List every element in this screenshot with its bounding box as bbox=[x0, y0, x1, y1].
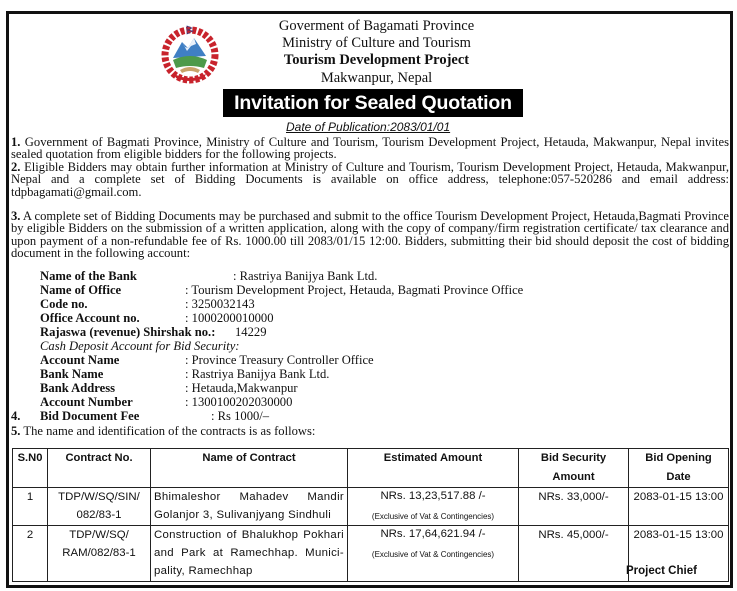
paragraph-text: Eligible Bidders may obtain further information at Ministry of Culture and Tourism, Tourism Development Project, Hetauda, Makwanpur, Nepal and a complete set of Bidding Documents is available on office address, telephone:057-520286 and email address: tdpbagamati@gmail.com. bbox=[11, 160, 729, 199]
header-bid-security: Bid Security Amount bbox=[519, 449, 629, 488]
table-row bbox=[13, 526, 729, 582]
account-name-label: Account Name bbox=[40, 353, 120, 367]
publication-date: Date of Publication:2083/01/01 bbox=[286, 120, 451, 134]
office-name-label: Name of Office bbox=[40, 283, 122, 297]
header-contract-name: Name of Contract bbox=[151, 449, 348, 488]
paragraph-1 bbox=[11, 136, 729, 161]
amount-value: NRs. 13,23,517.88 /- bbox=[380, 490, 486, 502]
cell-sn: 1 bbox=[13, 488, 48, 526]
office-name-value: : Tourism Development Project, Hetauda, Bagmati Province Office bbox=[185, 283, 524, 297]
contracts-intro bbox=[11, 425, 729, 437]
table-row bbox=[13, 488, 729, 526]
paragraph-text: The name and identification of the contracts is as follows: bbox=[23, 424, 316, 438]
bank-name-label: Name of the Bank bbox=[40, 269, 137, 283]
rajaswa-value: 14229 bbox=[235, 325, 267, 339]
account-number-value: : 1300100202030000 bbox=[185, 395, 293, 409]
code-label: Code no. bbox=[40, 297, 88, 311]
project-name: Tourism Development Project bbox=[283, 52, 470, 68]
office-account-value: : 1000200010000 bbox=[185, 311, 274, 325]
paragraph-text: A complete set of Bidding Documents may be purchased and submit to the office Tourism Development Project, Hetauda,Bagmati Province by eligible Bidders on the submission of a written application, along with the copy of company/firm registration certificate/ tax clearance and upon payment of a non-refundable fee of Rs. 1000.00 till 2083/01/15 12:00. Bidders, submitting their bid should deposit the cost of bidding document in the following account: bbox=[11, 209, 729, 261]
paragraph-number: 2. bbox=[11, 160, 21, 174]
cell-contract-name: Construction of Bhalukhop Pokhari and Park at Ramechhap. Munici-pality, Ramechhap bbox=[151, 526, 348, 582]
header-contract-no: Contract No. bbox=[48, 449, 151, 488]
fee-number: 4. bbox=[11, 409, 21, 423]
cell-sn: 2 bbox=[13, 526, 48, 582]
contract-no-part2: RAM/082/83-1 bbox=[62, 547, 136, 559]
cell-bid-opening: 2083-01-15 13:00 bbox=[629, 526, 729, 582]
ministry-name: Ministry of Culture and Tourism bbox=[282, 35, 471, 51]
location: Makwanpur, Nepal bbox=[320, 70, 433, 86]
table-header-row bbox=[13, 449, 729, 488]
account-name-value: : Province Treasury Controller Office bbox=[185, 353, 374, 367]
contract-no-part1: TDP/W/SQ/ bbox=[69, 529, 129, 541]
bank-address-label: Bank Address bbox=[40, 381, 116, 395]
account-number-label: Account Number bbox=[40, 395, 133, 409]
header-bid-opening: Bid Opening Date bbox=[629, 449, 729, 488]
notice-title: Invitation for Sealed Quotation bbox=[223, 89, 523, 117]
security-bank-label: Bank Name bbox=[40, 367, 104, 381]
bank-address-value: : Hetauda,Makwanpur bbox=[185, 381, 298, 395]
government-name: Goverment of Bagamati Province bbox=[278, 18, 475, 34]
contract-no-part2: 082/83-1 bbox=[76, 509, 122, 521]
office-account-label: Office Account no. bbox=[40, 311, 140, 325]
cell-estimated-amount bbox=[348, 526, 519, 582]
cell-bid-security: NRs. 45,000/- bbox=[519, 526, 629, 582]
paragraph-2 bbox=[11, 161, 729, 198]
contracts-table bbox=[12, 448, 729, 582]
header-estimated-amount: Estimated Amount bbox=[348, 449, 519, 488]
bank-name-value: : Rastriya Banijya Bank Ltd. bbox=[233, 269, 378, 283]
rajaswa-label: Rajaswa (revenue) Shirshak no.: bbox=[40, 325, 216, 339]
cell-bid-opening: 2083-01-15 13:00 bbox=[629, 488, 729, 526]
security-account-heading: Cash Deposit Account for Bid Security: bbox=[40, 339, 240, 353]
contract-no-part1: TDP/W/SQ/SIN/ bbox=[58, 491, 140, 503]
cell-contract-name: Bhimaleshor Mahadev Mandir Golanjor 3, Sulivanjyang Sindhuli bbox=[151, 488, 348, 526]
signature-title: Project Chief bbox=[626, 565, 697, 577]
cell-bid-security: NRs. 33,000/- bbox=[519, 488, 629, 526]
amount-note: (Exclusive of Vat & Contingencies) bbox=[371, 512, 495, 521]
paragraph-number: 3. bbox=[11, 209, 21, 223]
paragraph-3 bbox=[11, 210, 729, 260]
paragraph-text: Government of Bagmati Province, Ministry of Culture and Tourism, Tourism Development Project, Hetauda, Makwanpur, Nepal invites sealed quotation from eligible bidders for the following projects. bbox=[11, 135, 729, 162]
paragraph-number: 5. bbox=[11, 424, 21, 438]
fee-label: Bid Document Fee bbox=[40, 409, 140, 423]
security-bank-value: : Rastriya Banijya Bank Ltd. bbox=[185, 367, 330, 381]
cell-contract-no bbox=[48, 526, 151, 582]
amount-value: NRs. 17,64,621.94 /- bbox=[380, 528, 486, 540]
code-value: : 3250032143 bbox=[185, 297, 255, 311]
cell-contract-no bbox=[48, 488, 151, 526]
paragraph-number: 1. bbox=[11, 135, 21, 149]
cell-estimated-amount bbox=[348, 488, 519, 526]
header-sn: S.N0 bbox=[13, 449, 48, 488]
fee-value: : Rs 1000/– bbox=[211, 409, 270, 423]
amount-note: (Exclusive of Vat & Contingencies) bbox=[371, 550, 495, 559]
